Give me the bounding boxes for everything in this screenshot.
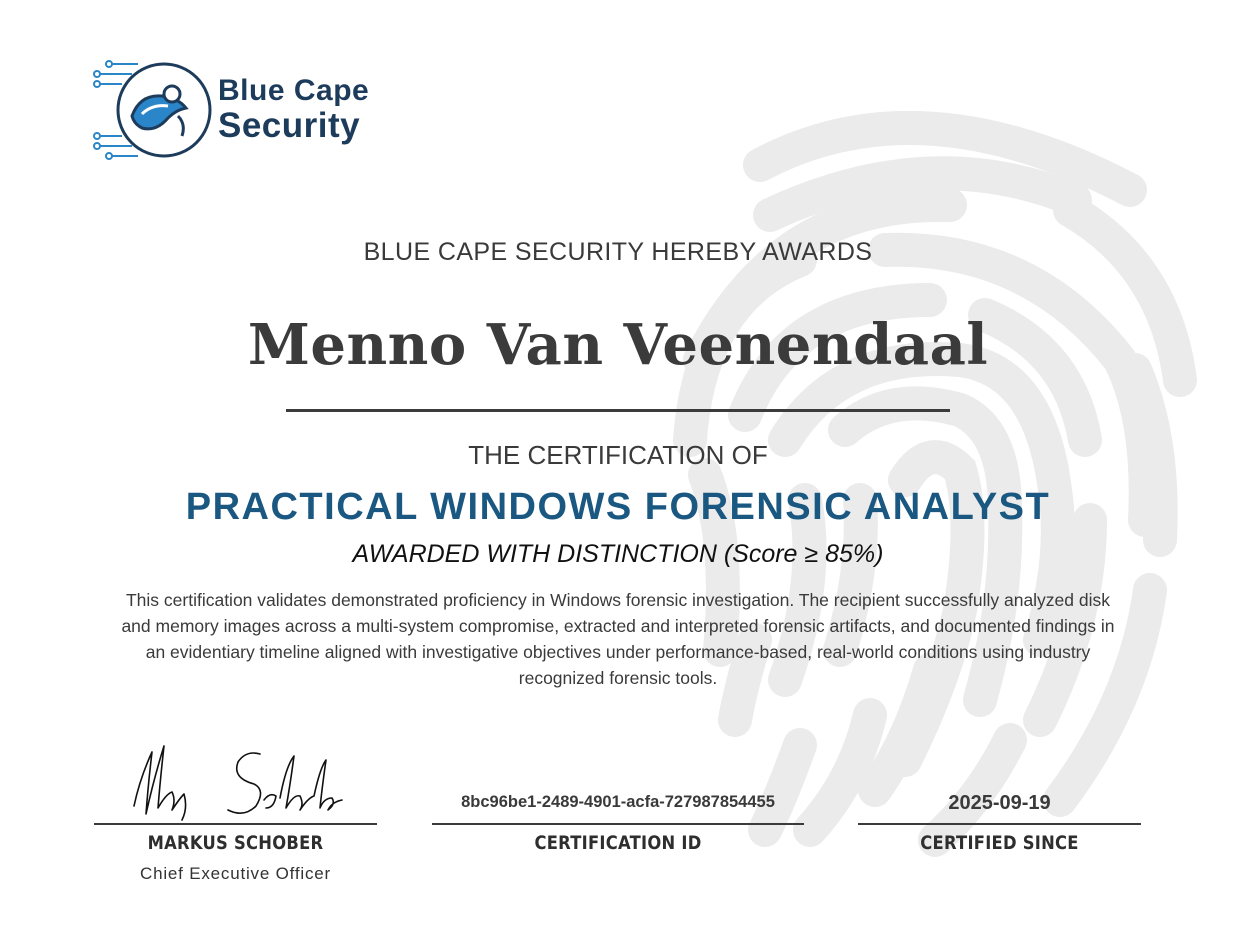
superhero-shield-icon [90, 58, 218, 162]
name-underline [286, 409, 950, 412]
signature-line [94, 823, 377, 825]
certification-id-line [432, 823, 804, 825]
awards-heading: BLUE CAPE SECURITY HEREBY AWARDS [363, 238, 873, 266]
logo-line-1: Blue Cape [218, 74, 370, 107]
company-logo [90, 58, 410, 162]
certificate-description: This certification validates demonstrated proficiency in Windows forensic investigation. The recipient successfully analyzed disk and memory images across a multi-system compromise, extracted and interpreted forensic artifacts, and documented findings in an evidentiary timeline aligned with investigative objectives under performance-based, real-world conditions using industry recognized forensic tools. [121, 590, 1115, 688]
certification-id-value: 8bc96be1-2489-4901-acfa-727987854455 [461, 793, 775, 811]
certified-date-value: 2025-09-19 [948, 792, 1051, 814]
signature-image [128, 738, 348, 824]
certified-since-label: CERTIFIED SINCE [920, 832, 1079, 854]
certification-of-label: THE CERTIFICATION OF [468, 440, 768, 470]
certified-since-line [858, 823, 1141, 825]
logo-wordmark [218, 76, 369, 143]
signer-name: MARKUS SCHOBER [147, 832, 324, 854]
recipient-name: Menno Van Veenendaal [247, 312, 989, 378]
certification-id-label: CERTIFICATION ID [534, 832, 702, 854]
signer-title: Chief Executive Officer [140, 864, 331, 883]
logo-line-2: Security [218, 106, 361, 145]
certification-title: PRACTICAL WINDOWS FORENSIC ANALYST [185, 486, 1051, 528]
distinction-text: AWARDED WITH DISTINCTION (Score ≥ 85%) [352, 540, 884, 568]
